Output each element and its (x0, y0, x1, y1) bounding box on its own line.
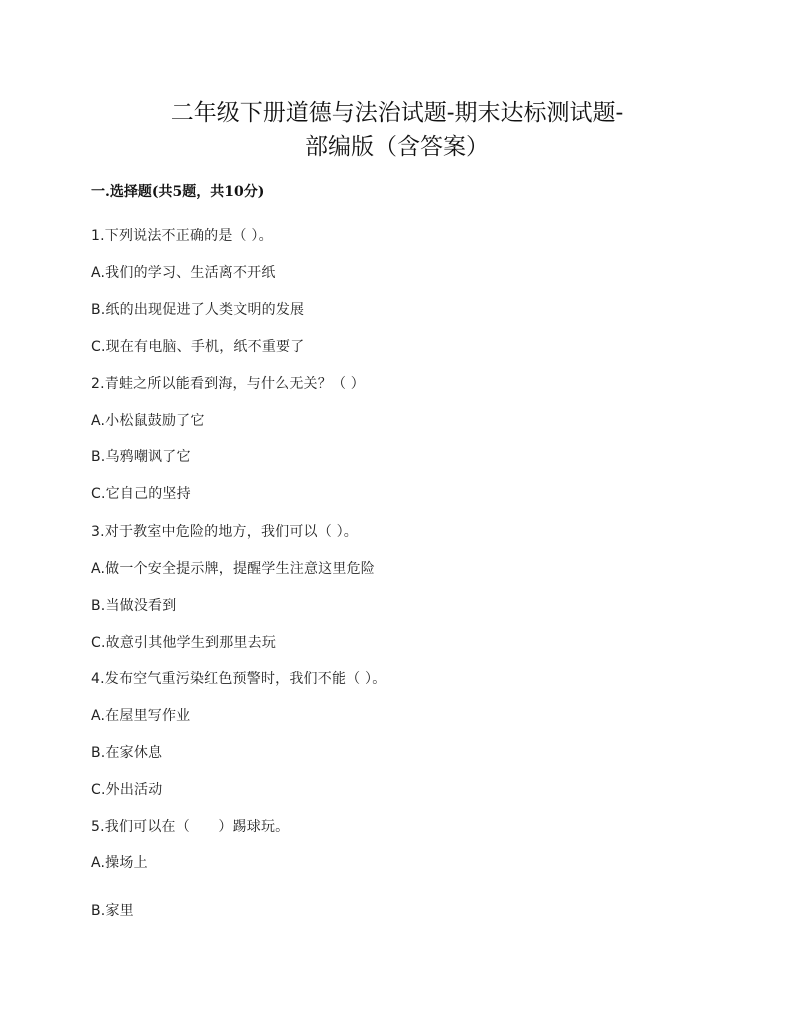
document-title-line-1: 二年级下册道德与法治试题-期末达标测试题- (170, 100, 624, 126)
question-4-stem: 4.发布空气重污染红色预警时，我们不能（ ）。 (91, 671, 387, 687)
question-4-option-b: B.在家休息 (91, 745, 163, 761)
question-3-option-c: C.故意引其他学生到那里去玩 (91, 635, 277, 651)
question-1-option-c: C.现在有电脑、手机，纸不重要了 (91, 339, 305, 355)
question-1-option-a: A.我们的学习、生活离不开纸 (91, 265, 276, 281)
question-5-stem: 5.我们可以在（ ）踢球玩。 (91, 819, 290, 835)
question-2-option-a: A.小松鼠鼓励了它 (91, 413, 205, 429)
question-1-stem: 1.下列说法不正确的是（ ）。 (91, 228, 273, 244)
question-3-option-b: B.当做没看到 (91, 598, 177, 614)
question-3-stem: 3.对于教室中危险的地方，我们可以（ ）。 (91, 524, 359, 540)
question-5-option-b: B.家里 (91, 903, 134, 919)
section-heading: 一.选择题(共5题，共10分) (91, 184, 265, 200)
question-4-option-a: A.在屋里写作业 (91, 708, 191, 724)
question-4-option-c: C.外出活动 (91, 782, 163, 798)
question-2-option-b: B.乌鸦嘲讽了它 (91, 449, 191, 465)
question-5-option-a: A.操场上 (91, 855, 148, 871)
question-2-stem: 2.青蛙之所以能看到海，与什么无关？（ ） (91, 376, 366, 392)
question-1-option-b: B.纸的出现促进了人类文明的发展 (91, 302, 305, 318)
question-2-option-c: C.它自己的坚持 (91, 486, 191, 502)
question-3-option-a: A.做一个安全提示牌，提醒学生注意这里危险 (91, 561, 375, 577)
document-title-line-2: 部编版（含答案） (305, 134, 489, 160)
